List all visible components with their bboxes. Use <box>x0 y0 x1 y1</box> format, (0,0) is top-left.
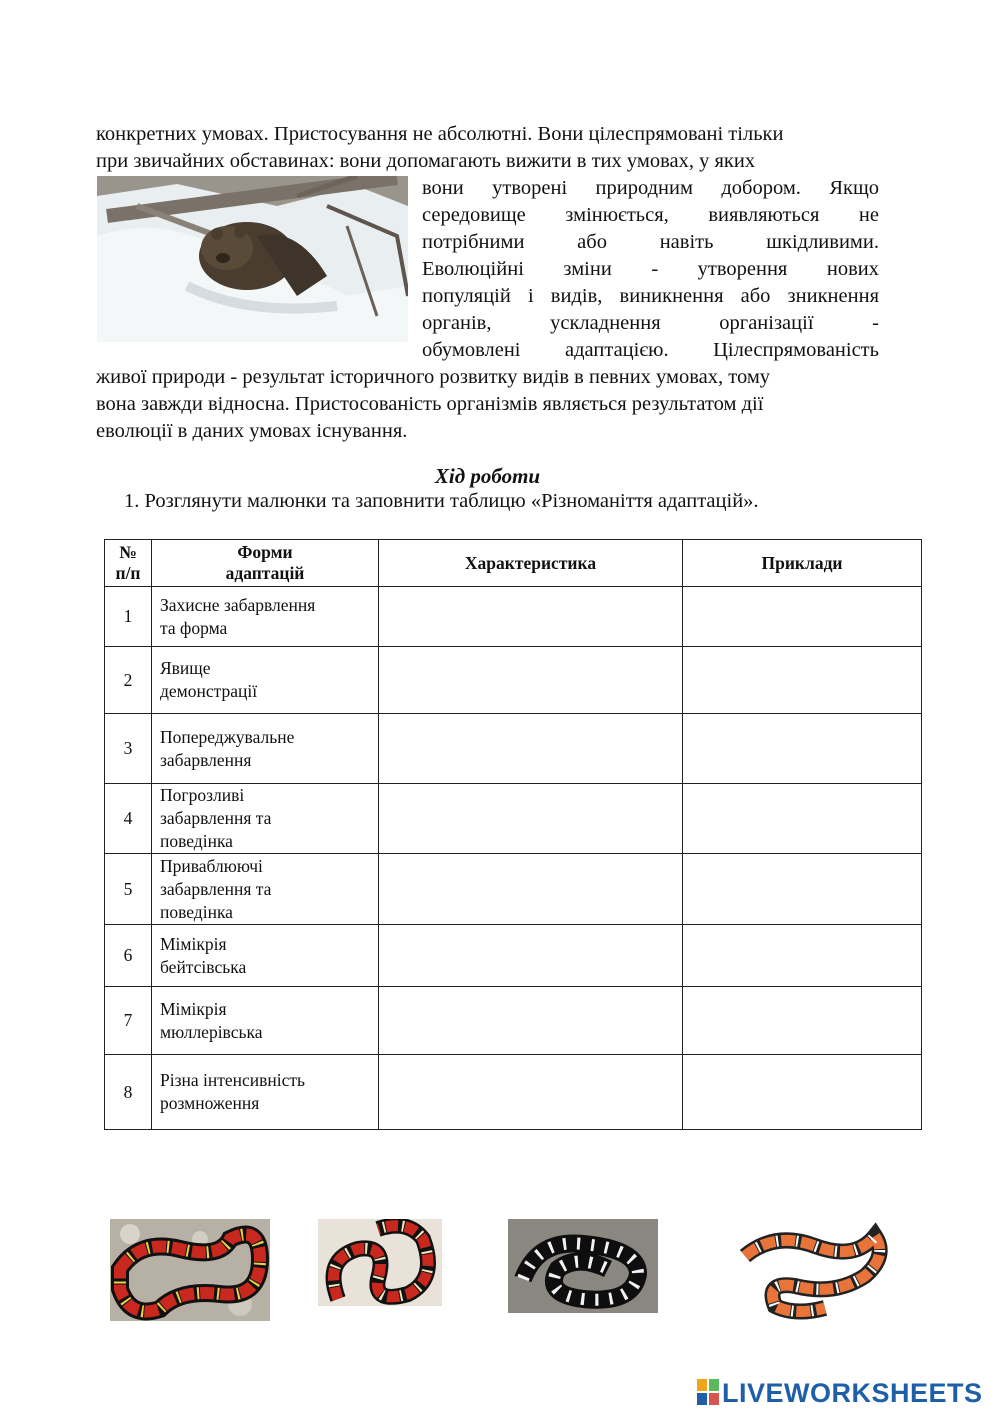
table-row <box>105 987 922 1055</box>
adaptations-table <box>104 539 922 1130</box>
table-row <box>105 587 922 647</box>
row-form-line: мюллерівська <box>160 1021 263 1042</box>
row-form-line: забарвлення та <box>160 878 272 899</box>
intro-wrap-line: популяцій і видів, виникнення або зникнення <box>422 285 879 307</box>
row-characteristic-cell[interactable] <box>379 714 683 784</box>
row-form <box>152 987 379 1055</box>
snake-photo <box>735 1216 888 1320</box>
row-characteristic-cell[interactable] <box>379 987 683 1055</box>
intro-line: вона завжди відносна. Пристосованість організмів являється результатом дії <box>96 393 764 415</box>
header-form <box>152 540 379 587</box>
table-header-row <box>105 540 922 587</box>
intro-line: при звичайних обставинах: вони допомагають вижити в тих умовах, у яких <box>96 150 756 172</box>
intro-line: конкретних умовах. Пристосування не абсолютні. Вони цілеспрямовані тільки <box>96 123 784 145</box>
row-form-line: поведінка <box>160 901 233 922</box>
row-form-line: демонстрації <box>160 681 258 701</box>
task-instruction: 1. Розглянути малюнки та заповнити таблицю «Різноманіття адаптацій». <box>124 490 759 512</box>
table-row <box>105 784 922 854</box>
table-row <box>105 714 922 784</box>
row-characteristic-cell[interactable] <box>379 784 683 854</box>
row-examples-cell[interactable] <box>683 1055 922 1130</box>
row-form-line: Захисне забарвлення <box>160 594 316 615</box>
row-form <box>152 854 379 925</box>
liveworksheets-logo <box>697 1378 983 1409</box>
row-characteristic-cell[interactable] <box>379 854 683 925</box>
row-num: 7 <box>105 987 152 1055</box>
row-form <box>152 925 379 987</box>
row-form-line: Мімікрія <box>160 933 227 954</box>
row-form-line: Явище <box>160 658 211 678</box>
intro-wrap-line: органів, ускладнення організації - <box>422 312 879 334</box>
intro-wrap-line: потрібними або навіть шкідливими. <box>422 231 879 253</box>
row-characteristic-cell[interactable] <box>379 925 683 987</box>
row-form-line: забарвлення <box>160 749 252 770</box>
intro-wrap-line: Еволюційні зміни - утворення нових <box>422 258 879 280</box>
header-num <box>105 540 152 587</box>
row-examples-cell[interactable] <box>683 854 922 925</box>
row-num: 8 <box>105 1055 152 1130</box>
table-row <box>105 925 922 987</box>
header-num-line2: п/п <box>115 563 141 583</box>
liveworksheets-logo-icon <box>697 1379 719 1405</box>
logo-text: LIVEWORKSHEETS <box>722 1378 983 1408</box>
row-examples-cell[interactable] <box>683 587 922 647</box>
header-num-line1: № <box>119 542 137 562</box>
intro-wrap-line: середовище змінюється, виявляються не <box>422 204 879 226</box>
row-form-line: бейтсівська <box>160 956 247 977</box>
row-form <box>152 587 379 647</box>
row-examples-cell[interactable] <box>683 784 922 854</box>
row-form-line: та форма <box>160 617 228 638</box>
intro-wrap-line: обумовлені адаптацією. Цілеспрямованість <box>422 339 879 361</box>
header-form-line2: адаптацій <box>225 563 305 583</box>
row-form <box>152 714 379 784</box>
table-row <box>105 647 922 714</box>
row-num: 3 <box>105 714 152 784</box>
row-form-line: розмноження <box>160 1093 260 1113</box>
row-characteristic-cell[interactable] <box>379 1055 683 1130</box>
intro-line: еволюції в даних умовах існування. <box>96 420 408 442</box>
intro-line: живої природи - результат історичного розвитку видів в певних умовах, тому <box>96 366 771 388</box>
row-form-line: Мімікрія <box>160 998 227 1019</box>
header-examples: Приклади <box>683 540 922 587</box>
row-examples-cell[interactable] <box>683 987 922 1055</box>
snake-photo <box>110 1219 270 1321</box>
row-form-line: Попереджувальне <box>160 726 295 747</box>
table-row <box>105 1055 922 1130</box>
section-heading: Хід роботи <box>434 464 541 488</box>
bear-photo <box>97 176 408 342</box>
row-form-line: забарвлення та <box>160 808 272 828</box>
row-examples-cell[interactable] <box>683 714 922 784</box>
row-form <box>152 1055 379 1130</box>
row-num: 2 <box>105 647 152 714</box>
row-num: 1 <box>105 587 152 647</box>
row-num: 5 <box>105 854 152 925</box>
header-form-line1: Форми <box>237 542 293 562</box>
row-form-line: Приваблюючі <box>160 855 263 876</box>
row-form-line: поведінка <box>160 831 233 851</box>
row-num: 6 <box>105 925 152 987</box>
snake-photo <box>318 1219 442 1306</box>
table-row <box>105 854 922 925</box>
row-form-line: Погрозливі <box>160 785 245 805</box>
header-characteristic: Характеристика <box>379 540 683 587</box>
snake-photo <box>508 1219 658 1313</box>
row-examples-cell[interactable] <box>683 647 922 714</box>
intro-wrap-line: вони утворені природним добором. Якщо <box>422 177 879 199</box>
row-form-line: Різна інтенсивність <box>160 1070 306 1090</box>
row-num: 4 <box>105 784 152 854</box>
row-characteristic-cell[interactable] <box>379 647 683 714</box>
row-form <box>152 784 379 854</box>
row-examples-cell[interactable] <box>683 925 922 987</box>
row-form <box>152 647 379 714</box>
row-characteristic-cell[interactable] <box>379 587 683 647</box>
